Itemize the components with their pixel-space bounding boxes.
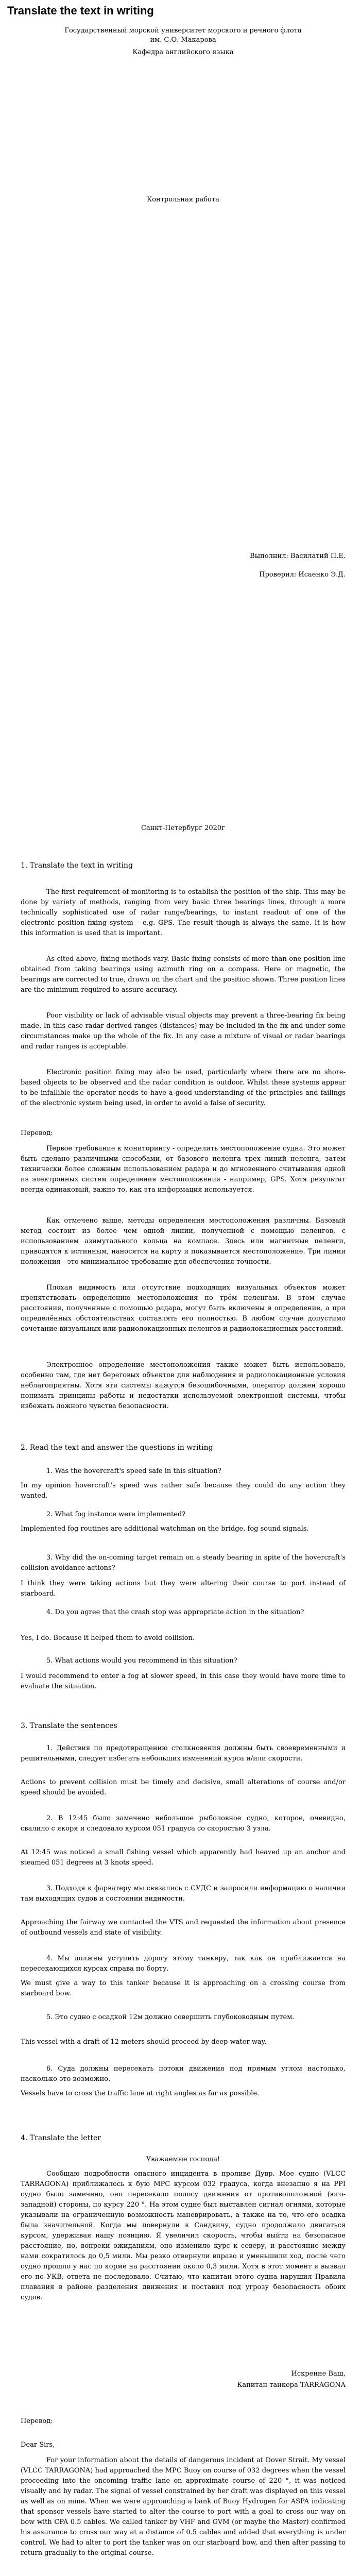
sentence-en: We must give a way to this tanker because it is approaching on a crossing course from starboard bow. bbox=[21, 1979, 346, 1997]
sentence-en: At 12:45 was noticed a small fishing vessel which apparently had heaved up an anchor and steamed 051 degrees at 3 knots speed. bbox=[21, 1849, 346, 1867]
page-title: Translate the text in writing bbox=[7, 4, 154, 17]
question: 3. Why did the on-coming target remain on a steady bearing in spite of the hovercraft's collision avoidance actions? bbox=[21, 1554, 346, 1572]
letter-body-ru: Сообщаю подробности опасного инцидента в проливе Дувр. Мое судно (VLCC TARRAGONA) приближалось к бую МРС курсом 032 градуса, когда внезапно я на PPI судно было замечено, оно пересекало полосу движения от противоположной (юго-западной) стороны, по курсу 220 °. На этом судне был выставлен сигнал огнями, которые указывали на ограниченную возможность маневрировать, а также на то, что его осадка была значительной. Когда мы повернули к Сандвичу, судно продолжало двигаться курсом, удерживая нашу позицию. Я увеличил скорость, чтобы выйти на безопасное расстояние, но, вопреки ожиданиям, оно изменило курс к северу, и расстояние между нами сократилось до 0,5 мили. Мы резко отвернули вправо и уменьшили ход, после чего судно прошло у нас по корме на расстоянии около 0,3 мили. Хотя в этот момент я вызвал его по УКВ, ответа не последовало. Считаю, что капитан этого судна нарушил Правила плавания в районе разделения движения и поставил под угрозу безопасность обоих судов. bbox=[21, 2170, 346, 2301]
letter-body-en: For your information about the details of dangerous incident at Dover Strait. My vessel (VLCC TARRAGONA) had approached the MPC Buoy on course of 032 degrees when the vessel proceeding into the oncoming traffic lane on approximate course of 220 °, it was noticed visually and by radar. The signal of vessel constrained by her draft was displayed on this vessel as well as on mine. When we were approaching a bank of Buoy Hydrogen for ASPA indicating that sponsor vessels have started to alter the course to port with a goal to cross our way on bow with CPA 0.5 cables. We called tanker by VHF and GVM (or maybe the Master) confirmed his assurance to cross our way at a distance of 0.5 cables and added that everything is under control. We had to alter to port the tanker was on our starboard bow, and then after passing to return gradually to the original course. bbox=[21, 2456, 346, 2557]
performer: Выполнил: Василатий П.Е. bbox=[250, 552, 346, 560]
section3-heading: 3. Translate the sentences bbox=[21, 1722, 117, 1730]
section1-heading: 1. Translate the text in writing bbox=[21, 861, 133, 870]
section2-heading: 2. Read the text and answer the questions in writing bbox=[21, 1444, 213, 1452]
sentence-en: This vessel with a draft of 12 meters should proceed by deep-water way. bbox=[21, 2038, 267, 2046]
sentence-ru: 3. Подходя к фарватеру мы связались с СУДС и запросили информацию о наличии там выходящих судов и состоянии видимости. bbox=[21, 1885, 346, 1903]
section1-ru-paragraph: Электронное определение местоположения также может быть использовано, особенно там, где нет береговых объектов для наблюдения и радиолокационные условия неблагоприятны. Хотя эти системы кажутся безошибочными, оператор должен хорошо понимать принципы работы и недостатки используемой электронной системы, чтобы избежать ложного чувства безопасности. bbox=[21, 1361, 346, 1410]
answer: I would recommend to enter a fog at slower speed, in this case they would have more time to evaluate the situation. bbox=[21, 1672, 346, 1690]
section1-ru-paragraph: Плохая видимость или отсутствие подходящих визуальных объектов может препятствовать определению местоположения по трём пеленгам. В этом случае расстояния, полученные с помощью радара, могут быть включены в определение, а при определённых обстоятельствах составлять его полностью. В любом случае допустимо сочетание визуальных или радиолокационных пеленгов и радиолокационных расстояний. bbox=[21, 1284, 346, 1333]
sentence-ru: 1. Действия по предотвращению столкновения должны быть своевременными и решительными, следует избегать небольших изменений курса и/или скорости. bbox=[21, 1744, 346, 1762]
section1-translation-label: Перевод: bbox=[21, 1129, 53, 1137]
section1-en-paragraph: The first requirement of monitoring is to establish the position of the ship. This may be done by variety of methods, ranging from very basic three bearings lines, through a more technically sophisticated use of radar range/bearings, to instant readout of one of the electronic position fixing system – e.g. GPS. The result though is always the same. It is how this information is used that is important. bbox=[21, 888, 346, 937]
sentence-ru: 2. В 12:45 было замечено небольшое рыболовное судно, которое, очевидно, свалило с якоря и следовало курсом 051 градуса со скоростью 3 узла. bbox=[21, 1815, 346, 1833]
sentence-en: Actions to prevent collision must be timely and decisive, small alterations of course and/or speed should be avoided. bbox=[21, 1778, 346, 1797]
sentence-ru: 5. Это судно с осадкой 12м должно совершить глубоководным путем. bbox=[46, 2013, 295, 2021]
letter-greeting-ru: Уважаемые господа! bbox=[146, 2156, 220, 2163]
work-type: Контрольная работа bbox=[147, 196, 219, 204]
section4-translation-label: Перевод: bbox=[21, 2417, 53, 2425]
question: 2. What fog instance were implemented? bbox=[46, 1511, 186, 1518]
university-named-after: им. С.О. Макарова bbox=[150, 36, 216, 44]
letter-greeting-en: Dear Sirs, bbox=[21, 2441, 55, 2449]
department-name: Кафедра английского языка bbox=[132, 48, 234, 56]
question: 1. Was the hovercraft's speed safe in this situation? bbox=[46, 1467, 221, 1475]
answer: Yes, I do. Because it helped them to avoid collision. bbox=[21, 1634, 195, 1642]
section1-ru-paragraph: Как отмечено выше, методы определения местоположения различны. Базовый метод состоит из более чем одной линии, полученной с помощью пеленгов, с использованием азимутального кольца на компасе. Здесь или магнитные пеленги, приводятся к истинным, наносятся на карту и показывается местоположение. Три линии положения - это минимальное требование для обеспечения точности. bbox=[21, 1217, 346, 1266]
sentence-ru: 4. Мы должны уступить дорогу этому танкеру, так как он приближается на пересекающихся курсах справа по борту. bbox=[21, 1955, 346, 1973]
letter-sign-ru: Капитан танкера TARRAGONA bbox=[237, 2381, 346, 2389]
sentence-en: Vessels have to cross the traffic lane at right angles as far as possible. bbox=[21, 2090, 260, 2097]
city-year: Санкт-Петербург 2020г bbox=[141, 824, 225, 832]
university-name: Государственный морской университет морского и речного флота bbox=[64, 27, 302, 35]
section4-heading: 4. Translate the letter bbox=[21, 2134, 101, 2142]
answer: I think they were taking actions but they were altering their course to port instead of starboard. bbox=[21, 1580, 346, 1598]
question: 5. What actions would you recommend in this situation? bbox=[46, 1657, 237, 1665]
section1-en-paragraph: Poor visibility or lack of advisable visual objects may prevent a three-bearing fix being made. In this case radar derived ranges (distances) may be included in the fix and under some circumstances make up the whole of the fix. In any case a mixture of visual or radar bearings and radar ranges is acceptable. bbox=[21, 1012, 346, 1050]
sentence-en: Approaching the fairway we contacted the VTS and requested the information about presence of outbound vessels and state of visibility. bbox=[21, 1919, 346, 1937]
answer: In my opinion hovercraft's speed was rather safe because they could do any action they wanted. bbox=[21, 1482, 346, 1500]
section1-en-paragraph: Electronic position fixing may also be used, particularly where there are no shore-based objects to be observed and the radar condition is outdoor. Whilst these systems appear to be infallible the operator needs to have a good understanding of the principles and failings of the electronic system being used, in order to avoid a false of security. bbox=[21, 1069, 346, 1107]
section1-en-paragraph: As cited above, fixing methods vary. Basic fixing consists of more than one position line obtained from taking bearings using azimuth ring on a compass. Here or magnetic, the bearings are corrected to true, drawn on the chart and the position shown. Three position lines are the minimum required to assure accuracy. bbox=[21, 955, 346, 994]
answer: Implemented fog routines are additional watchman on the bridge, fog sound signals. bbox=[21, 1525, 309, 1533]
letter-sign-ru: Искренне Ваш, bbox=[291, 2370, 346, 2378]
checker: Проверил: Исаенко Э.Д. bbox=[259, 571, 346, 579]
question: 4. Do you agree that the crash stop was appropriate action in the situation? bbox=[46, 1608, 304, 1616]
sentence-ru: 6. Суда должны пересекать потоки движения под прямым углом настолько, насколько это возможно. bbox=[21, 2065, 346, 2083]
section1-ru-paragraph: Первое требование к мониторингу - определить местоположение судна. Это может быть сделано различными способами, от базового пеленга трех линий пеленга, затем технически более сложным использованием радара и до мгновенного считывания одной из электронных систем определения местоположения - например, GPS. Хотя результат всегда одинаковый, важно то, как эта информация используется. bbox=[21, 1145, 346, 1194]
